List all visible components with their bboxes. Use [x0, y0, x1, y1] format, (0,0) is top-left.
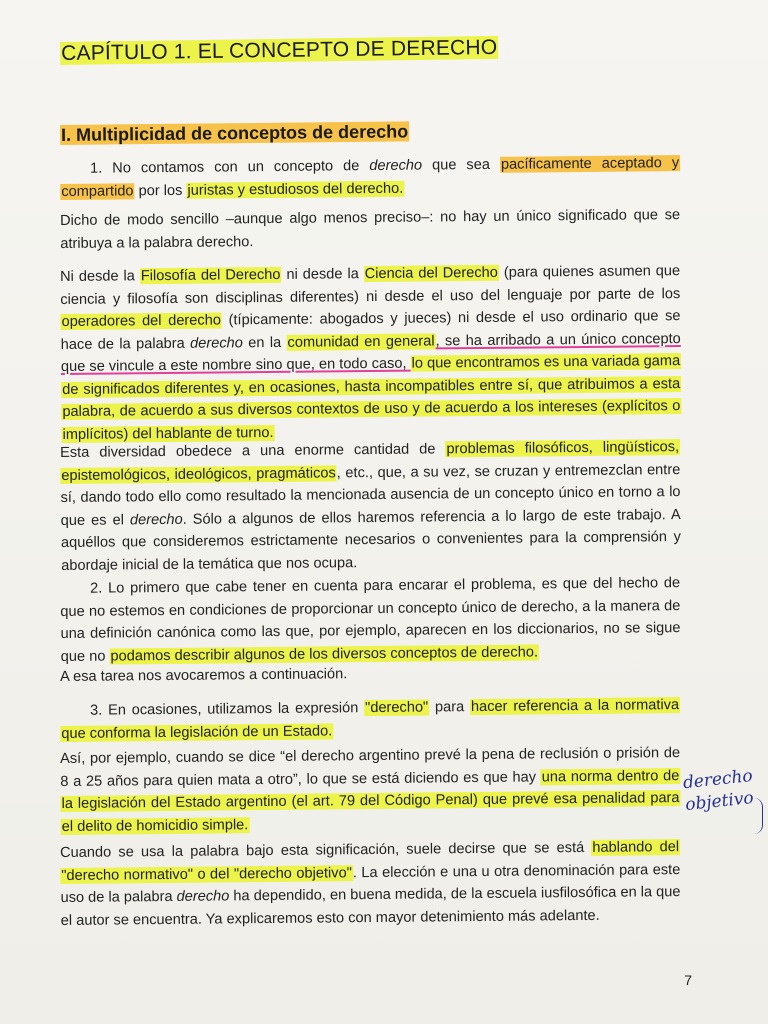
paragraph-5: 2. Lo primero que cabe tener en cuenta para encarar el problema, es que del hecho de que no estemos en condiciones de proporcionar un concepto único de derecho, a la manera de una definición canónica como las que, por ejemplo, aparecen en los diccionarios, no se sigue que no podamos describir algunos de los diversos conceptos de derecho. [60, 575, 681, 665]
paragraph-6: A esa tarea nos avocaremos a continuación. [60, 666, 348, 685]
page-number: 7 [684, 972, 692, 988]
handwritten-margin-note: derecho objetivo [682, 765, 755, 816]
chapter-title: CAPÍTULO 1. EL CONCEPTO DE DERECHO [60, 35, 498, 65]
paragraph-7: 3. En ocasiones, utilizamos la expresión "derecho" para hacer referencia a la normativa que conforma la legislación de un Estado. [61, 697, 680, 742]
paragraph-9: Cuando se usa la palabra bajo esta significación, suele decirse que se está hablando del "derecho normativo" o del "derecho objetivo". La elección e una u otra denominación para este uso de la palabra derecho ha dependido, en buena medida, de la escuela iusfilosófica en la que el autor se encuentra. Ya explicaremos esto con mayor detenimiento más adelante. [60, 839, 681, 929]
paragraph-2: Dicho de modo sencillo –aunque algo menos preciso–: no hay un único significado que se atribuya a la palabra derecho. [60, 207, 681, 252]
paragraph-4: Esta diversidad obedece a una enorme cantidad de problemas filosóficos, lingüísticos, epistemológicos, ideológicos, pragmáticos, etc., que, a su vez, se cruzan y entremezclan entre sí, dando todo ello como resultado la mencionada ausencia de un concepto único en torno a lo que es el derecho. Sólo a algunos de ellos haremos referencia a lo largo de este trabajo. A aquéllos que consideremos estrictamente necesarios o convenientes para la comprensión y abordaje inicial de la temática que nos ocupa. [60, 439, 682, 574]
paragraph-1: 1. No contamos con un concepto de derecho que sea pacíficamente aceptado y compartido por los juristas y estudiosos del derecho. [61, 155, 680, 200]
paragraph-3: Ni desde la Filosofía del Derecho ni desde la Ciencia del Derecho (para quienes asumen que ciencia y filosofía son disciplinas diferentes) ni desde el uso del lenguaje por parte de los operadores del derecho (típicamente: abogados y jueces) ni desde el uso ordinario que se hace de la palabra derecho en la comunidad en general, se ha arribado a un único concepto que se vincule a este nombre sino que, en todo caso, lo que encontramos es una variada gama de significados diferentes y, en ocasiones, hasta incompatibles entre sí, que atribuimos a esta palabra, de acuerdo a sus diversos contextos de uso y de acuerdo a los intereses (explícitos o implícitos) del hablante de turno. [60, 263, 681, 443]
paragraph-8: Así, por ejemplo, cuando se dice “el derecho argentino prevé la pena de reclusión o prisión de 8 a 25 años para quien mata a otro”, lo que se está diciendo es que hay una norma dentro de la legislación del Estado argentino (el art. 79 del Código Penal) que prevé esa penalidad para el delito de homicidio simple. [60, 745, 681, 835]
section-title: I. Multiplicidad de conceptos de derecho [60, 121, 409, 145]
handwritten-bracket [754, 798, 763, 834]
